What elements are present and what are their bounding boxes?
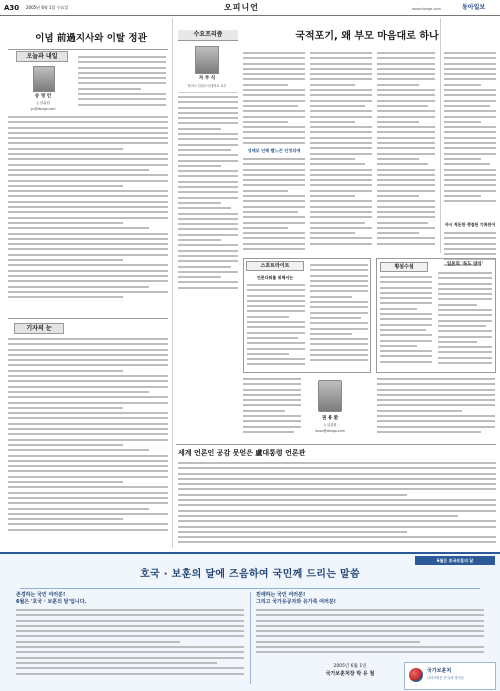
commentary-text-2 — [438, 272, 492, 370]
right-headline-1: 야시 적돈한 쟁점된 기록판어 — [444, 222, 496, 227]
ad-logo-box — [404, 662, 496, 690]
ad-left-title-1: 존경하는 국민 여러분! — [16, 592, 66, 598]
left-headline: 이념 前過지사와 이탈 정관 — [35, 33, 147, 44]
subhead: 성매로 인해 빨느끈 인정뒤에 — [247, 148, 301, 153]
center-author-role: 영어시 인관교국대학교 교수 — [187, 84, 227, 88]
center-column-title-box — [178, 30, 238, 41]
right-author-portrait — [318, 380, 342, 412]
commentary-title: 횡설수설 — [394, 264, 414, 270]
bottom-article-text — [178, 462, 496, 546]
spotlight-text — [247, 284, 305, 370]
spotlight-title-box — [246, 261, 304, 271]
lower-column-title: 기자의 눈 — [26, 325, 52, 332]
right-author-name: 권 용 환 — [321, 416, 339, 421]
page-number: A30 — [4, 4, 20, 12]
column-title-box — [16, 51, 68, 62]
page-header — [0, 0, 500, 16]
author-email: yu@donga.com — [30, 107, 56, 111]
spotlight-title: 스포트라이트 — [260, 263, 290, 269]
author-portrait — [33, 66, 55, 92]
right-author-role: 논설위원 — [323, 423, 337, 427]
ad-top-label: 6월은 호국보훈의 달 — [436, 558, 474, 563]
spotlight-subtitle: 언론다워를 위해서는 — [256, 275, 294, 280]
center-col-2-text-top — [243, 52, 305, 146]
ad-top-label-box — [415, 556, 495, 565]
left-lower-body — [8, 338, 168, 538]
ad-right-title-1: 친애하는 국민 여러분! — [256, 592, 306, 598]
section-title: 오피니언 — [224, 3, 259, 12]
commentary-title-box — [380, 262, 428, 272]
ad-right-title-2: 그리고 국가유공자와 유가족 여러분! — [256, 599, 336, 605]
ad-logo-text: 국가보훈처 — [427, 668, 452, 674]
left-article-top-text — [78, 56, 166, 110]
center-col-3-text — [310, 52, 372, 252]
right-author-email: kwon@donga.com — [315, 429, 345, 433]
ad-logo-mark — [409, 668, 423, 682]
column-title: 오늘과 내일 — [26, 53, 58, 60]
main-headline: 국적포기, 왜 부모 마음대로 하나 — [295, 31, 439, 42]
spotlight-text-2 — [310, 264, 368, 370]
bottom-headline: 세계 언론인 공감 못얻은 盧대통령 언론관 — [178, 449, 306, 457]
center-col-1-text — [178, 96, 238, 296]
lower-column-title-box — [14, 323, 64, 334]
issue-date: 2005년 6월 1일 수요일 — [26, 5, 69, 10]
ad-left-title-2: 6월은 '호국 · 보훈의 달'입니다. — [16, 599, 87, 605]
center-col-4-text — [377, 52, 435, 252]
right-lower-text — [377, 378, 495, 440]
center-column-title: 수요프리즘 — [193, 31, 223, 38]
author-role: 논설위원 — [36, 101, 50, 105]
left-article-body — [8, 116, 168, 304]
ad-banner — [0, 552, 500, 691]
center-col-2-text-mid — [243, 158, 305, 252]
ad-headline: 호국 · 보훈의 달에 즈음하여 국민께 드리는 말씀 — [140, 569, 360, 580]
center-author-portrait — [195, 46, 219, 74]
center-mid-text-left — [243, 378, 301, 438]
website: www.donga.com — [412, 7, 441, 11]
right-col-upper-text — [444, 52, 496, 212]
newspaper-logo: 동아일보 — [462, 4, 486, 11]
author-name: 송 영 언 — [34, 94, 52, 99]
right-headline-2: 일본의 '독도 양식' — [446, 262, 484, 267]
ad-right-text — [256, 609, 484, 659]
ad-date: 2005년 6월 1일 — [333, 664, 367, 669]
commentary-text — [380, 276, 432, 370]
ad-signature: 국가보훈처장 박 유 철 — [325, 671, 375, 677]
ad-logo-sub: 나라사랑은 큰 나라 당신들 — [427, 676, 464, 680]
ad-left-text — [16, 609, 244, 681]
center-author-name: 자 부 식 — [198, 76, 216, 81]
